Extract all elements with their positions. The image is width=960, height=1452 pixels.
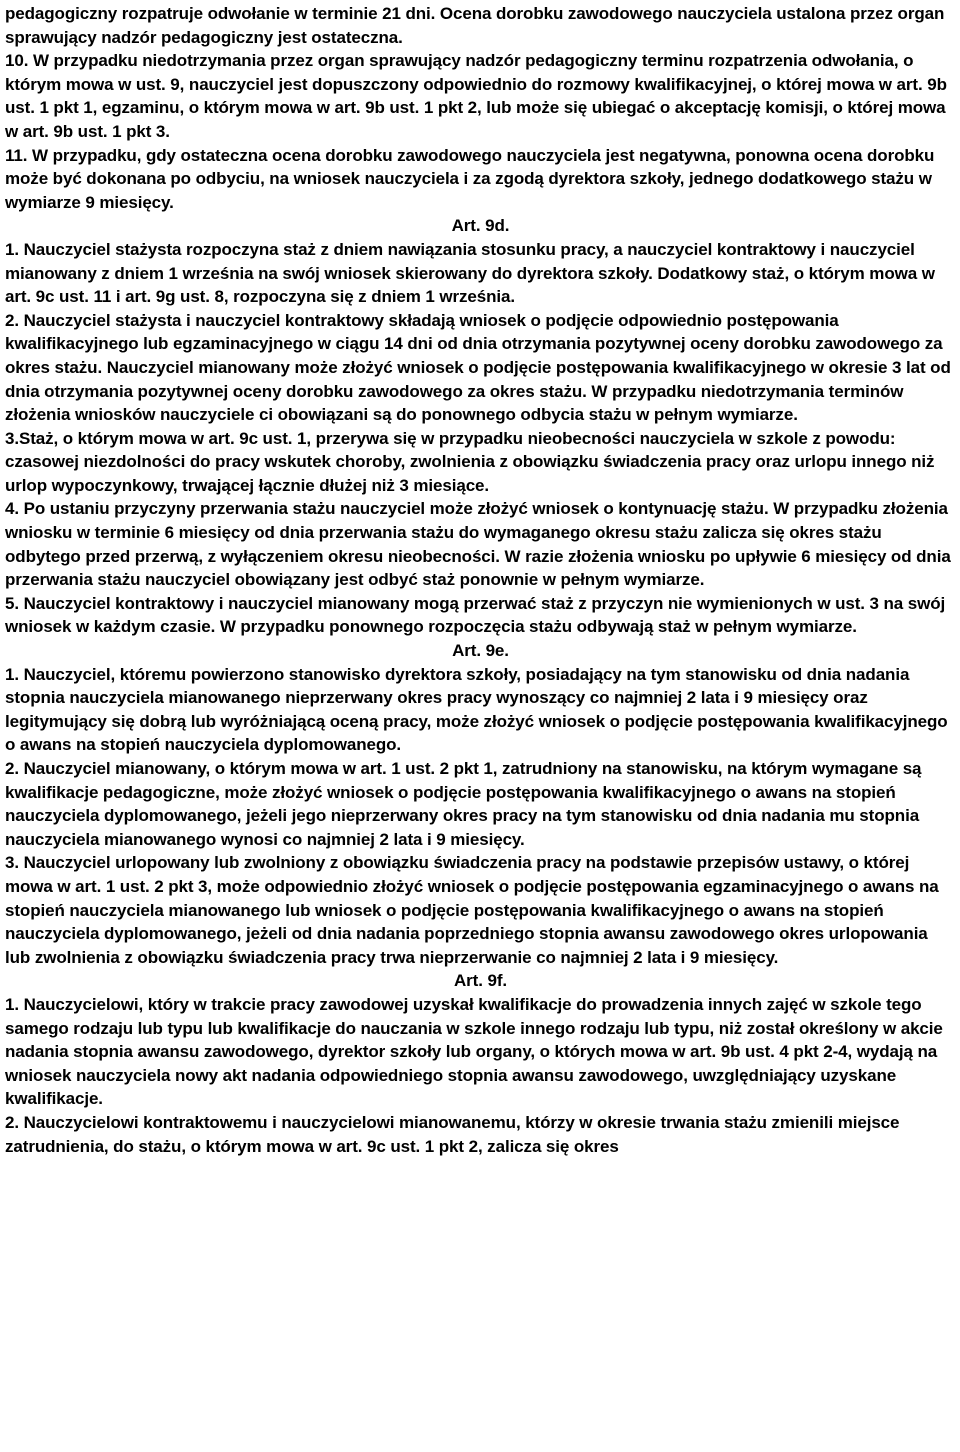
article-heading-9f: Art. 9f. bbox=[453, 971, 508, 991]
article-heading-9e: Art. 9e. bbox=[452, 641, 509, 661]
paragraph-9d-ust-4: 4. Po ustaniu przyczyny przerwania stażu nauczyciel może złożyć wniosek o kontynuację stażu. W przypadku złożenia wniosku w terminie 6 miesięcy od dnia przerwania stażu do wymaganego okresu stażu zalicza się okres stażu odbytego przed przerwą, z wyłączeniem okresu nieobecności. W razie złożenia wniosku po upływie 6 miesięcy od dnia przerwania stażu nauczyciel obowiązany jest odbyć staż ponownie w pełnym wymiarze. bbox=[5, 499, 951, 590]
paragraph-9e-ust-1: 1. Nauczyciel, któremu powierzono stanowisko dyrektora szkoły, posiadający na tym stanowisku od dnia nadania stopnia nauczyciela mianowanego nieprzerwany okres pracy wynoszący co najmniej 2 lata i 9 miesięcy oraz legitymujący się dobrą lub wyróżniającą oceną pracy, może złożyć wniosek o podjęcie postępowania kwalifikacyjnego o awans na stopień nauczyciela dyplomowanego. bbox=[5, 664, 948, 755]
paragraph-9e-ust-2: 2. Nauczyciel mianowany, o którym mowa w art. 1 ust. 2 pkt 1, zatrudniony na stanowisku, na którym wymagane są kwalifikacje pedagogiczne, może złożyć wniosek o podjęcie postępowania kwalifikacyjnego o awans na stopień nauczyciela dyplomowanego, jeżeli jego nieprzerwany okres pracy na tym stanowisku od dnia nadania mu stopnia nauczyciela mianowanego wynosi co najmniej 2 lata i 9 miesięcy. bbox=[5, 759, 922, 849]
paragraph-9d-ust-3: 3.Staż, o którym mowa w art. 9c ust. 1, przerywa się w przypadku nieobecności nauczyciela w szkole z powodu: czasowej niezdolności do pracy wskutek choroby, zwolnienia z obowiązku świadczenia pracy oraz urlopu innego niż urlop wypoczynkowy, trwającej łącznie dłużej niż 3 miesiące. bbox=[5, 428, 935, 495]
paragraph-continuation: pedagogiczny rozpatruje odwołanie w terminie 21 dni. Ocena dorobku zawodowego nauczyciela ustalona przez organ sprawujący nadzór pedagogiczny jest ostateczna. bbox=[5, 4, 945, 47]
paragraph-9d-ust-5: 5. Nauczyciel kontraktowy i nauczyciel mianowany mogą przerwać staż z przyczyn nie wymienionych w ust. 3 na swój wniosek w każdym czasie. W przypadku ponownego rozpoczęcia stażu odbywają staż w pełnym wymiarze. bbox=[5, 593, 946, 637]
paragraph-9c-ust-11: 11. W przypadku, gdy ostateczna ocena dorobku zawodowego nauczyciela jest negatywna, ponowna ocena dorobku może być dokonana po odbyciu, na wniosek nauczyciela i za zgodą dyrektora szkoły, jednego dodatkowego stażu w wymiarze 9 miesięcy. bbox=[5, 145, 935, 212]
paragraph-9c-ust-10: 10. W przypadku niedotrzymania przez organ sprawujący nadzór pedagogiczny terminu rozpatrzenia odwołania, o którym mowa w ust. 9, nauczyciel jest dopuszczony odpowiednio do rozmowy kwalifikacyjnej, o której mowa w art. 9b ust. 1 pkt 1, egzaminu, o którym mowa w art. 9b ust. 1 pkt 2, lub może się ubiegać o akceptację komisji, o której mowa w art. 9b ust. 1 pkt 3. bbox=[5, 51, 947, 141]
paragraph-9d-ust-1: 1. Nauczyciel stażysta rozpoczyna staż z dniem nawiązania stosunku pracy, a nauczyciel kontraktowy i nauczyciel mianowany z dniem 1 września na swój wniosek skierowany do dyrektora szkoły. Dodatkowy staż, o którym mowa w art. 9c ust. 11 i art. 9g ust. 8, rozpoczyna się z dniem 1 września. bbox=[5, 239, 935, 307]
paragraph-9f-ust-2: 2. Nauczycielowi kontraktowemu i nauczycielowi mianowanemu, którzy w okresie trwania stażu zmienili miejsce zatrudnienia, do stażu, o którym mowa w art. 9c ust. 1 pkt 2, zalicza się okres bbox=[5, 1112, 900, 1156]
article-heading-9d: Art. 9d. bbox=[451, 216, 510, 236]
paragraph-9d-ust-2: 2. Nauczyciel stażysta i nauczyciel kontraktowy składają wniosek o podjęcie odpowiednio postępowania kwalifikacyjnego lub egzaminacyjnego w ciągu 14 dni od dnia otrzymania pozytywnej oceny dorobku zawodowego za okres stażu. Nauczyciel mianowany może złożyć wniosek o podjęcie postępowania kwalifikacyjnego w okresie 3 lat od dnia otrzymania pozytywnej oceny dorobku zawodowego za okres stażu. W przypadku niedotrzymania terminów złożenia wniosków nauczyciele ci obowiązani są do ponownego odbycia stażu w pełnym wymiarze. bbox=[5, 310, 951, 425]
paragraph-9f-ust-1: 1. Nauczycielowi, który w trakcie pracy zawodowej uzyskał kwalifikacje do prowadzenia innych zajęć w szkole tego samego rodzaju lub typu lub kwalifikacje do nauczania w szkole innego rodzaju lub typu, niż został określony w akcie nadania stopnia awansu zawodowego, dyrektor szkoły lub organy, o których mowa w art. 9b ust. 4 pkt 2-4, wydają na wniosek nauczyciela nowy akt nadania odpowiedniego stopnia awansu zawodowego, uwzględniający uzyskane kwalifikacje. bbox=[5, 994, 943, 1109]
paragraph-9e-ust-3: 3. Nauczyciel urlopowany lub zwolniony z obowiązku świadczenia pracy na podstawie przepisów ustawy, o której mowa w art. 1 ust. 2 pkt 3, może odpowiednio złożyć wniosek o podjęcie postępowania egzaminacyjnego o awans na stopień nauczyciela mianowanego lub wniosek o podjęcie postępowania kwalifikacyjnego o awans na stopień nauczyciela dyplomowanego, jeżeli od dnia nadania poprzedniego stopnia awansu zawodowego okres urlopowania lub zwolnienia z obowiązku świadczenia pracy trwa nieprzerwanie co najmniej 2 lata i 9 miesięcy. bbox=[5, 853, 939, 967]
